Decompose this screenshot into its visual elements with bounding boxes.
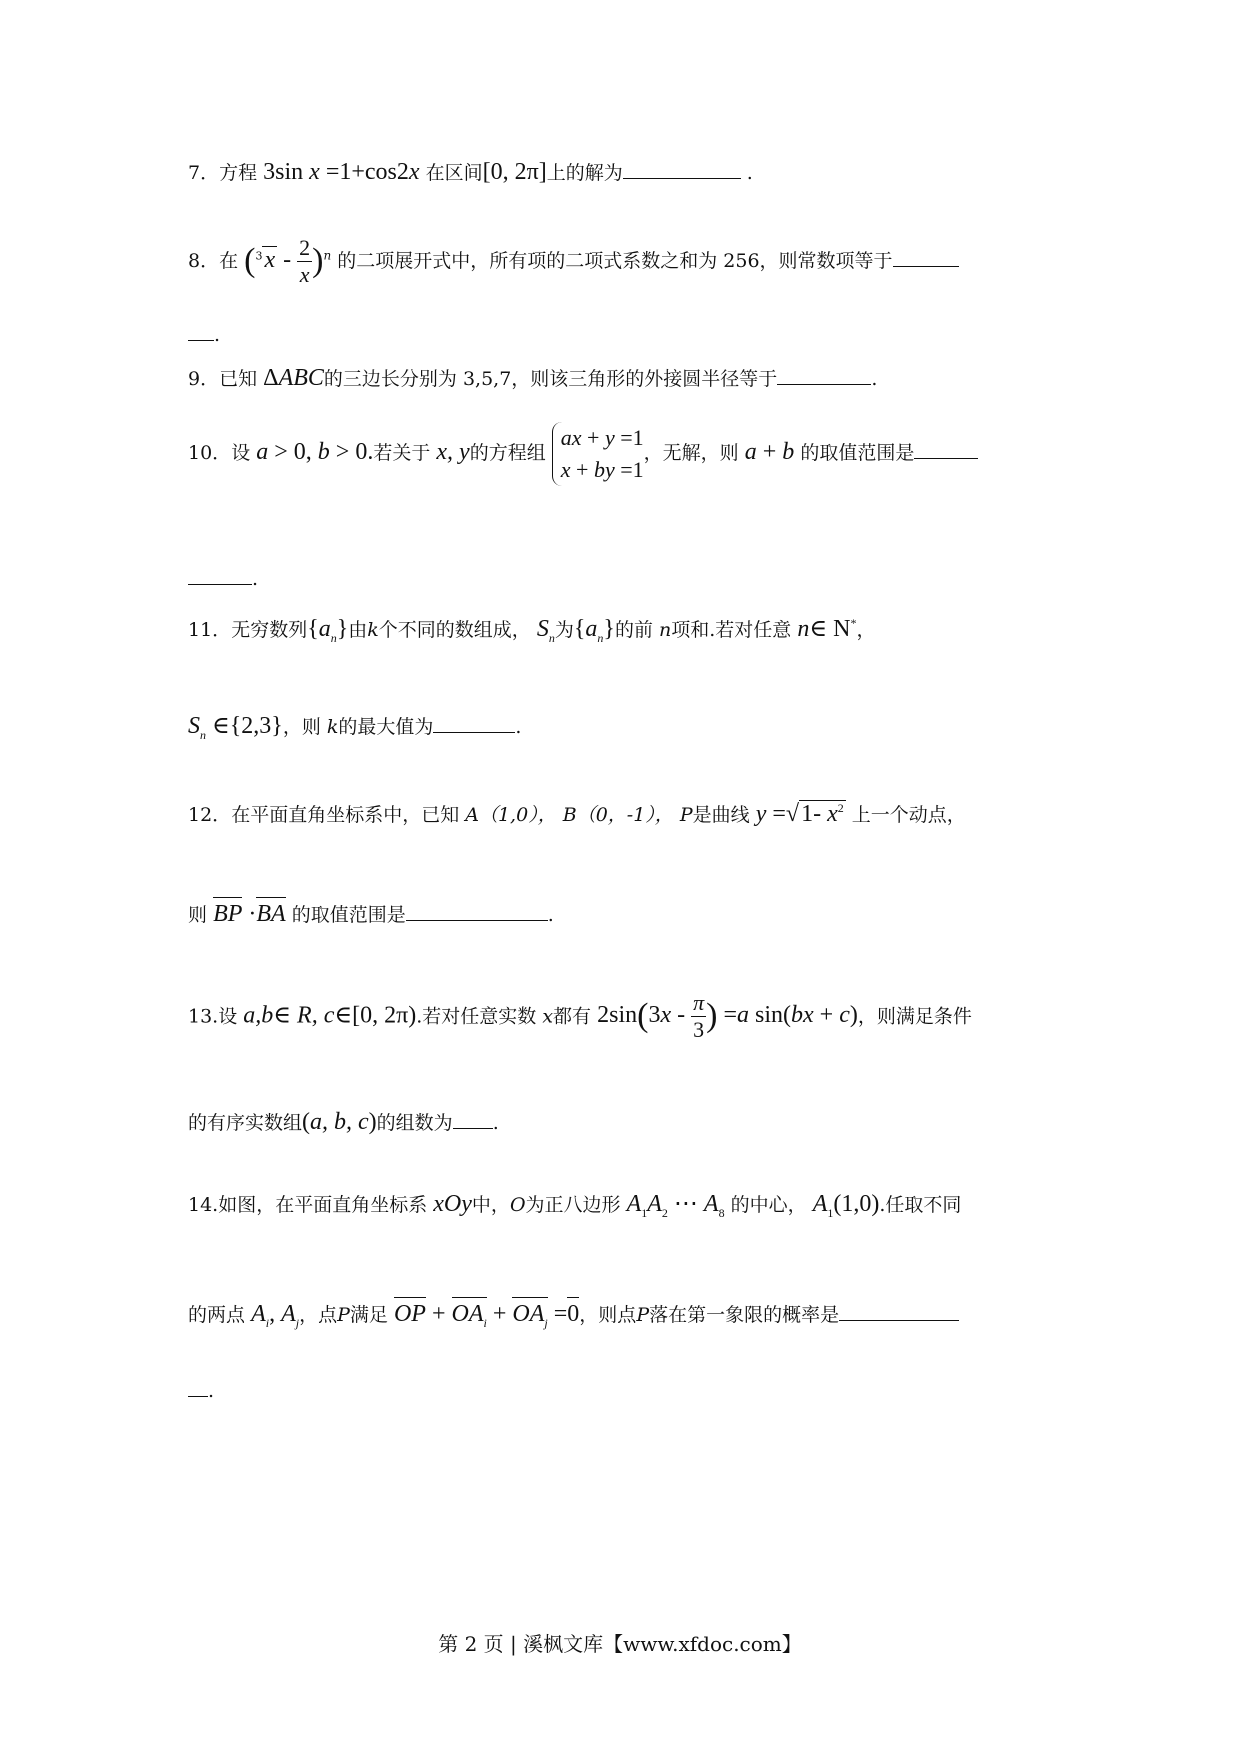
q13-text4: ，则满足条件 [857, 1005, 972, 1028]
q10-condition: a > 0, b > 0. [256, 438, 374, 465]
q12-point-b: B（0，-1）， [562, 804, 674, 826]
q10-vars: x, y [436, 438, 470, 465]
q12-text2: 是曲线 [692, 804, 750, 826]
q11-sn: $S_n$ [536, 616, 555, 645]
q12-period: . [547, 904, 554, 926]
q13-period: . [492, 1112, 499, 1134]
q14-text9: ，则点 [579, 1304, 637, 1326]
q11-n: n [659, 619, 672, 641]
q9-number: 9． [188, 368, 220, 390]
q13-text3: 都有 [553, 1005, 592, 1028]
q14-text4: 的中心， [730, 1194, 807, 1216]
q11-text3: 个不同的数组成， [378, 619, 531, 641]
question-12 [188, 800, 966, 829]
q10-text: 设 [231, 441, 251, 464]
question-12-cont [188, 897, 554, 929]
q13-number: 13. [188, 1005, 219, 1028]
q14-a1: $A_1(1,0)$ [812, 1191, 880, 1220]
q14-text: 如图，在平面直角坐标系 [218, 1194, 428, 1216]
q11-number: 11． [188, 619, 232, 641]
question-10-cont [188, 566, 258, 591]
q9-answer-blank[interactable] [777, 366, 871, 385]
q14-vector-equation: OP + $OA_i + OA_j =0$ [394, 1301, 579, 1327]
q14-xoy: xOy [433, 1191, 472, 1217]
q9-period: . [871, 368, 878, 390]
q13-equation: 2sin(3x - $\frac{\pi}{3}$ ) =a sin(bx + c) [597, 990, 858, 1043]
q13-condition: a,b∈ R, c∈[0, 2π) [243, 1002, 417, 1029]
q11-k2: k [326, 716, 339, 738]
q14-p2: P [636, 1304, 650, 1326]
q8-answer-blank-2[interactable] [188, 322, 214, 341]
q14-period: . [208, 1380, 215, 1402]
q7-answer-blank[interactable] [623, 160, 741, 179]
q14-text6: 的两点 [188, 1304, 246, 1326]
q11-text: 无穷数列 [231, 619, 308, 641]
q12-curve: y =√1- $x^2$ [755, 801, 844, 827]
q14-text5: .任取不同 [879, 1194, 962, 1216]
q11-nset: n∈ N* [797, 616, 857, 642]
q12-number: 12． [188, 804, 232, 826]
q11-k: k [367, 619, 379, 641]
q11-text9: 的最大值为 [338, 716, 434, 738]
q8-number: 8． [188, 249, 220, 272]
q10-answer-blank-2[interactable] [188, 566, 252, 585]
q10-text3: 的方程组 [469, 441, 546, 464]
q13-text5: 的有序实数组 [188, 1112, 303, 1134]
q11-sequence: $\{a_n\}$ [307, 616, 349, 645]
q11-text5: 的前 [614, 619, 653, 641]
q7-equation: 3sin x =1+cos2x [263, 159, 420, 185]
q14-text7: ，点 [299, 1304, 338, 1326]
q14-p: P [337, 1304, 350, 1326]
q13-x: x [542, 1005, 554, 1028]
q12-text3: 上一个动点， [851, 804, 966, 826]
q9-text2: 的三边长分别为 3,5,7，则该三角形的外接圆半径等于 [323, 368, 778, 390]
q8-period: . [214, 324, 221, 346]
q11-sn-set: $S_n$ ∈{2,3} [188, 713, 283, 742]
q8-text2: 的二项展开式中，所有项的二项式系数之和为 256，则常数项等于 [337, 249, 893, 272]
q11-answer-blank[interactable] [433, 714, 515, 733]
q7-number: 7． [188, 162, 220, 184]
q7-text3: 上的解为 [546, 162, 623, 184]
q13-text2: .若对任意实数 [416, 1005, 537, 1028]
q14-answer-blank-1[interactable] [839, 1302, 959, 1321]
q14-points: $A_i$, $A_j$ [251, 1301, 300, 1330]
q12-text4: 则 [188, 904, 208, 926]
q12-text: 在平面直角坐标系中，已知 [231, 804, 460, 826]
q7-text: 方程 [219, 162, 258, 184]
q14-text8: 满足 [349, 1304, 388, 1326]
q10-sum: a + b [744, 438, 795, 465]
q14-text10: 落在第一象限的概率是 [649, 1304, 840, 1326]
q8-expression: ($^3$x - $\frac{2}{x}$ )$^n$ [244, 235, 332, 288]
q7-text2: 在区间 [425, 162, 483, 184]
q12-answer-blank[interactable] [406, 902, 548, 921]
q11-text8: ，则 [282, 716, 321, 738]
q9-text: 已知 [219, 368, 258, 390]
question-10 [188, 422, 978, 486]
question-8-cont [188, 322, 220, 347]
q14-number: 14. [188, 1194, 219, 1216]
question-13 [188, 990, 972, 1044]
q10-answer-blank-1[interactable] [914, 440, 978, 459]
q11-text4: 为 [554, 619, 574, 641]
q13-text6: 的组数为 [376, 1112, 453, 1134]
q14-octagon: $A_1A_2$ ⋯ $A_8$ [626, 1191, 725, 1220]
q13-tuple: (a, b, c) [302, 1109, 377, 1135]
q12-point-p: P [679, 804, 693, 826]
q7-interval: [0, 2π] [482, 159, 547, 185]
q10-system: ax + y =1 x + by =1 [552, 422, 644, 486]
question-7 [188, 158, 753, 187]
page-footer: 第 2 页 | 溪枫文库【www.xfdoc.com】 [438, 1632, 802, 1656]
question-13-cont [188, 1108, 499, 1137]
question-11 [188, 615, 875, 645]
q12-point-a: A（1,0）， [465, 804, 557, 826]
q12-dot-product: BP ·BA [213, 901, 286, 927]
q12-text5: 的取值范围是 [291, 904, 406, 926]
q10-text5: 的取值范围是 [800, 441, 915, 464]
q14-answer-blank-2[interactable] [188, 1378, 208, 1397]
q10-text2: 若关于 [373, 441, 431, 464]
question-14 [188, 1190, 961, 1220]
question-14-cont [188, 1297, 959, 1330]
question-14-end [188, 1378, 214, 1403]
q9-triangle: ΔABC [263, 365, 324, 391]
q13-answer-blank[interactable] [453, 1110, 493, 1129]
q14-o: O [509, 1194, 526, 1216]
q8-answer-blank-1[interactable] [893, 248, 959, 267]
q13-text: 设 [218, 1005, 238, 1028]
q8-text: 在 [219, 249, 239, 272]
q7-period: . [746, 162, 753, 184]
q14-text3: 为正八边形 [525, 1194, 621, 1216]
q10-period: . [252, 568, 259, 590]
q10-number: 10． [188, 441, 232, 464]
q10-text4: ，无解，则 [643, 441, 739, 464]
question-9 [188, 364, 877, 393]
q11-period: . [515, 716, 522, 738]
question-11-cont [188, 712, 521, 742]
q14-text2: 中， [471, 1194, 510, 1216]
q11-text2: 由 [348, 619, 368, 641]
q11-sequence-2: $\{a_n\}$ [573, 616, 615, 645]
q11-text7: ， [856, 619, 876, 641]
q11-text6: 项和.若对任意 [671, 619, 792, 641]
question-8 [188, 235, 959, 289]
